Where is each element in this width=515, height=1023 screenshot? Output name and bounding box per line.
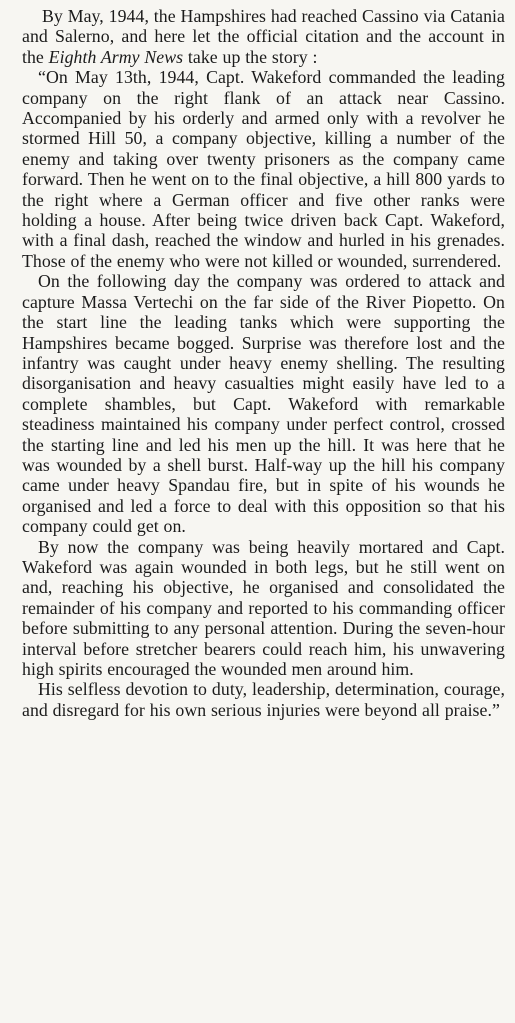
paragraph-citation-may-13: “On May 13th, 1944, Capt. Wakeford commanded the leading company on the right flank of an attack near Cassino. Accompanied by his orderly and armed only with a revolver he stormed Hill 50, a company objective, killing a number of the enemy and taking over twenty prisoners as the company came forward. Then he went on to the final objective, a hill 800 yards to the right where a German officer and five other ranks were holding a house. After being twice driven back Capt. Wakeford, with a final dash, reached the window and hurled in his grenades. Those of the enemy who were not killed or wounded, surrendered. — [22, 67, 505, 271]
publication-title: Eighth Army News — [48, 46, 184, 67]
intro-text-part2: take up the story : — [183, 46, 318, 67]
intro-text-part1: By May, 1944, the Hampshires had reached Cassino via Catania and Salerno, and here let the official citation and the account in the — [22, 6, 505, 67]
paragraph-following-day: On the following day the company was ordered to attack and capture Massa Vertechi on the far side of the River Piopetto. On the start line the leading tanks which were supporting the Hampshires became bogged. Surprise was therefore lost and the infantry was caught under heavy enemy shelling. The resulting disorganisation and heavy casualties might easily have led to a complete shambles, but Capt. Wakeford with remarkable steadiness maintained his company under perfect control, crossed the starting line and led his men up the hill. It was here that he was wounded by a shell burst. Half-way up the hill his company came under heavy Spandau fire, but in spite of his wounds he organised and led a force to deal with this opposition so that his company could get on. — [22, 271, 505, 537]
paragraph-conclusion: His selfless devotion to duty, leadership, determination, courage, and disregard for his own serious injuries were beyond all praise.” — [22, 679, 505, 720]
article-text — [22, 6, 505, 720]
paragraph-intro — [22, 6, 505, 67]
paragraph-mortared: By now the company was being heavily mortared and Capt. Wakeford was again wounded in both legs, but he still went on and, reaching his objective, he organised and consolidated the remainder of his company and reported to his commanding officer before submitting to any personal attention. During the seven-hour interval before stretcher bearers could reach him, his unwavering high spirits encouraged the wounded men around him. — [22, 536, 505, 679]
